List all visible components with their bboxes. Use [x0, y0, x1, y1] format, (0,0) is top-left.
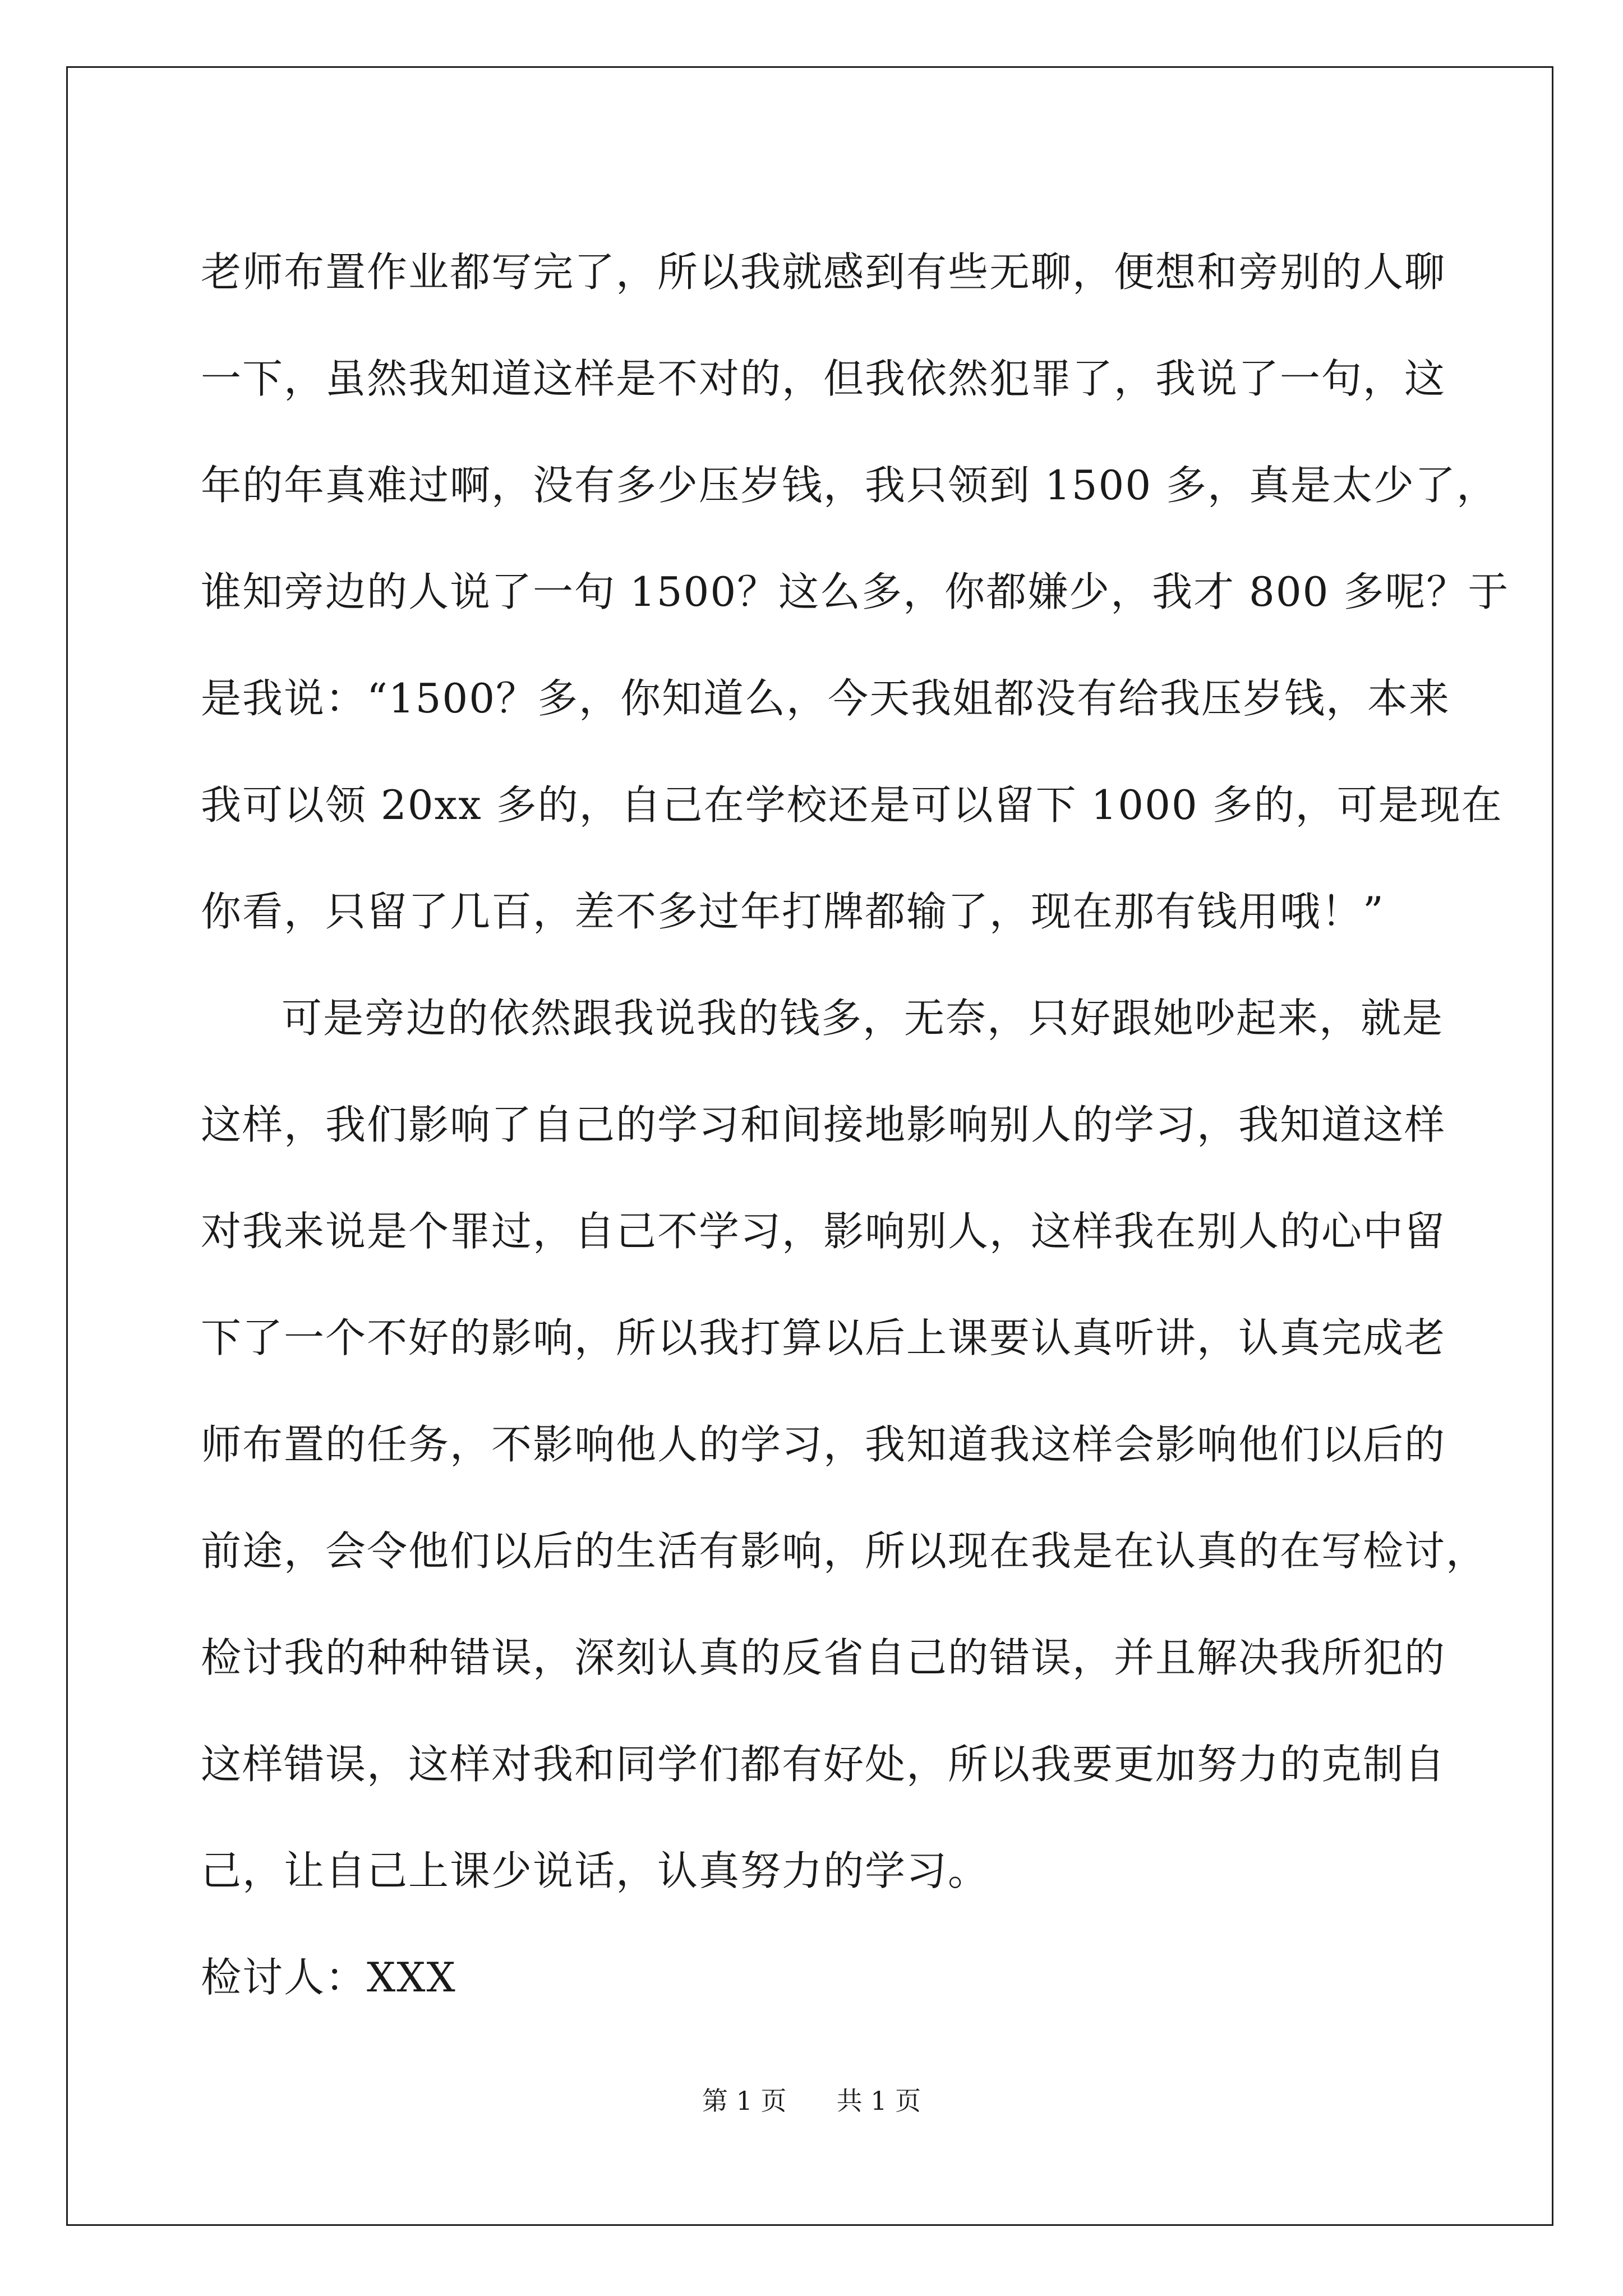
- text-line: 己，让自己上课少说话，认真努力的学习。: [201, 1847, 990, 1894]
- text-line: 老师布置作业都写完了，所以我就感到有些无聊，便想和旁别的人聊: [201, 249, 1446, 296]
- page-number-total: 共 1 页: [836, 2086, 921, 2116]
- text-line: 一下，虽然我知道这样是不对的，但我依然犯罪了，我说了一句，这: [201, 355, 1446, 402]
- text-line: 师布置的任务，不影响他人的学习，我知道我这样会影响他们以后的: [201, 1421, 1446, 1468]
- text-line: 年的年真难过啊，没有多少压岁钱，我只领到 1500 多，真是太少了，: [201, 462, 1498, 509]
- text-line: 谁知旁边的人说了一句 1500？这么多，你都嫌少，我才 800 多呢？于: [201, 568, 1510, 615]
- page-footer: [0, 2084, 1623, 2118]
- text-line: 你看，只留了几百，差不多过年打牌都输了，现在那有钱用哦！”: [201, 888, 1385, 935]
- text-line: 前途，会令他们以后的生活有影响，所以现在我是在认真的在写检讨，: [201, 1527, 1488, 1575]
- text-line: 是我说：“1500？多，你知道么，今天我姐都没有给我压岁钱，本来: [201, 675, 1451, 722]
- text-line: 这样，我们影响了自己的学习和间接地影响别人的学习，我知道这样: [201, 1101, 1446, 1148]
- signature-line: 检讨人：XXX: [201, 1954, 457, 2001]
- text-line: 检讨我的种种错误，深刻认真的反省自己的错误，并且解决我所犯的: [201, 1634, 1446, 1681]
- text-line: 对我来说是个罪过，自己不学习，影响别人，这样我在别人的心中留: [201, 1208, 1446, 1255]
- text-line: 下了一个不好的影响，所以我打算以后上课要认真听讲，认真完成老: [201, 1314, 1446, 1361]
- document-body: [201, 219, 1510, 2031]
- text-line: 这样错误，这样对我和同学们都有好处，所以我要更加努力的克制自: [201, 1741, 1446, 1788]
- page-number-current: 第 1 页: [702, 2086, 787, 2116]
- text-line: 我可以领 20xx 多的，自己在学校还是可以留下 1000 多的，可是现在: [201, 781, 1503, 829]
- paragraph-start-line: 可是旁边的依然跟我说我的钱多，无奈，只好跟她吵起来，就是: [282, 995, 1444, 1042]
